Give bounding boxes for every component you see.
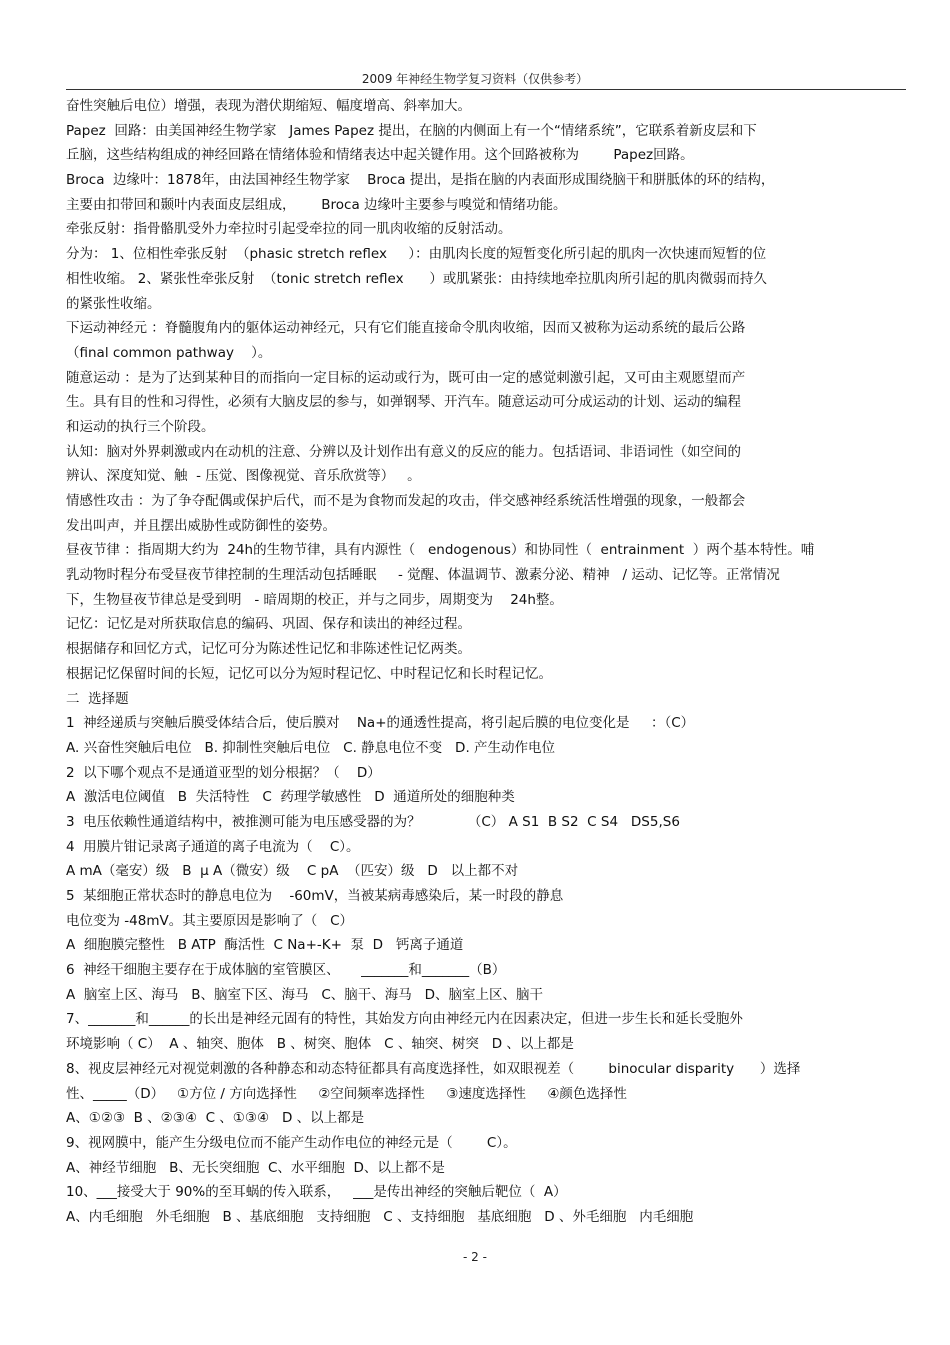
text-line: 10、___接受大于 90%的至耳蜗的传入联系， ___是传出神经的突触后靶位（ A） <box>66 1184 567 1201</box>
text-line: 二 选择题 <box>66 690 129 707</box>
text-line: A、内毛细胞 外毛细胞 B 、基底细胞 支持细胞 C 、支持细胞 基底细胞 D 、外毛细胞 内毛细胞 <box>66 1208 694 1225</box>
text-line: Papez 回路：由美国神经生物学家 James Papez 提出，在脑的内侧面上有一个“情绪系统”，它联系着新皮层和下 <box>66 122 757 139</box>
text-line: 随意运动 ：是为了达到某种目的而指向一定目标的运动或行为，既可由一定的感觉刺激引起，又可由主观愿望而产 <box>66 369 746 386</box>
text-line: 奋性突触后电位）增强，表现为潜伏期缩短、幅度增高、斜率加大。 <box>66 98 471 114</box>
text-line: 主要由扣带回和颞叶内表面皮层组成， Broca 边缘叶主要参与嗅觉和情绪功能。 <box>66 196 567 213</box>
text-line: 昼夜节律 ：指周期大约为 24h的生物节律，具有内源性（ endogenous）和协同性（ entrainment ）两个基本特性。哺 <box>66 542 815 559</box>
text-line: 1 神经递质与突触后膜受体结合后，使后膜对 Na+的通透性提高，将引起后膜的电位变化是 ：（C） <box>66 715 695 732</box>
text-line: A 脑室上区、海马 B、脑室下区、海马 C、脑干、海马 D、脑室上区、脑干 <box>66 986 544 1003</box>
text-line: A、①②③ B 、②③④ C 、①③④ D 、以上都是 <box>66 1110 365 1127</box>
header-rule <box>66 89 906 90</box>
page-header: 2009 年神经生物学复习资料（仅供参考） <box>361 72 589 86</box>
text-line: A. 兴奋性突触后电位 B. 抑制性突触后电位 C. 静息电位不变 D. 产生动作电位 <box>66 739 556 756</box>
text-line: 和运动的执行三个阶段。 <box>66 418 215 435</box>
text-line: 相性收缩。 2、紧张性牵张反射 （tonic stretch reflex ）或肌紧张：由持续地牵拉肌肉所引起的肌肉微弱而持久 <box>66 270 767 287</box>
text-line: 下运动神经元 ：脊髓腹角内的躯体运动神经元，只有它们能直接命令肌肉收缩，因而又被称为运动系统的最后公路 <box>66 320 746 337</box>
text-line: 的紧张性收缩。 <box>66 295 161 312</box>
page-number: - 2 - <box>463 1250 487 1264</box>
text-line: 根据记忆保留时间的长短，记忆可以分为短时程记忆、中时程记忆和长时程记忆。 <box>66 665 552 682</box>
text-line: 性、_____（D） ①方位 / 方向选择性 ②空间频率选择性 ③速度选择性 ④颜色选择性 <box>66 1085 627 1102</box>
text-line: 7、_______和______的长出是神经元固有的特性，其始发方向由神经元内在因素决定，但进一步生长和延长受胞外 <box>66 1011 743 1028</box>
text-line: A 细胞膜完整性 B ATP 酶活性 C Na+-K+ 泵 D 钙离子通道 <box>66 937 464 954</box>
text-line: 6 神经干细胞主要存在于成体脑的室管膜区、 _______和_______（B） <box>66 962 506 979</box>
text-line: 丘脑，这些结构组成的神经回路在情绪体验和情绪表达中起关键作用。这个回路被称为 Papez回路。 <box>66 147 694 164</box>
text-line: 根据储存和回忆方式，记忆可分为陈述性记忆和非陈述性记忆两类。 <box>66 641 471 658</box>
document-body <box>66 94 911 1230</box>
text-line: A mA（毫安）级 B μ A（微安）级 C pA （匹安）级 D 以上都不对 <box>66 863 519 880</box>
text-line: A 激活电位阈值 B 失活特性 C 药理学敏感性 D 通道所处的细胞种类 <box>66 789 515 806</box>
text-line: 9、视网膜中，能产生分级电位而不能产生动作电位的神经元是（ C）。 <box>66 1134 517 1151</box>
text-line: 环境影响（ C） A 、轴突、胞体 B 、树突、胞体 C 、轴突、树突 D 、以上都是 <box>66 1036 574 1053</box>
text-line: 4 用膜片钳记录离子通道的离子电流为（ C）。 <box>66 838 360 855</box>
text-line: 2 以下哪个观点不是通道亚型的划分根据？（ D） <box>66 764 381 781</box>
text-line: 5 某细胞正常状态时的静息电位为 -60mV，当被某病毒感染后，某一时段的静息 <box>66 888 564 904</box>
text-line: 3 电压依赖性通道结构中，被推测可能为电压感受器的为？ （C） A S1 B S2 C S4 DS5,S6 <box>66 813 680 830</box>
text-line: 生。具有目的性和习得性，必须有大脑皮层的参与，如弹钢琴、开汽车。随意运动可分成运动的计划、运动的编程 <box>66 394 741 411</box>
text-line: 辨认、深度知觉、触 - 压觉、图像视觉、音乐欣赏等） 。 <box>66 468 421 485</box>
text-line: （final common pathway ）。 <box>66 344 272 361</box>
text-line: 分为： 1、位相性牵张反射 （phasic stretch reflex ）：由肌肉长度的短暂变化所引起的肌肉一次快速而短暂的位 <box>66 246 767 263</box>
text-line: A、神经节细胞 B、无长突细胞 C、水平细胞 D、以上都不是 <box>66 1159 445 1176</box>
text-line: 乳动物时程分布受昼夜节律控制的生理活动包括睡眠 - 觉醒、体温调节、激素分泌、精神 / 运动、记忆等。正常情况 <box>66 567 780 584</box>
text-line: 牵张反射：指骨骼肌受外力牵拉时引起受牵拉的同一肌肉收缩的反射活动。 <box>66 221 512 238</box>
text-line: 情感性攻击 ：为了争夺配偶或保护后代，而不是为食物而发起的攻击，伴交感神经系统活性增强的现象，一般都会 <box>66 493 746 509</box>
text-line: 记忆：记忆是对所获取信息的编码、巩固、保存和读出的神经过程。 <box>66 616 471 633</box>
text-line: 8、视皮层神经元对视觉刺激的各种静态和动态特征都具有高度选择性，如双眼视差（ binocular disparity ）选择 <box>66 1060 801 1077</box>
text-line: 认知：脑对外界刺激或内在动机的注意、分辨以及计划作出有意义的反应的能力。包括语词、非语词性（如空间的 <box>66 443 741 460</box>
text-line: Broca 边缘叶：1878年，由法国神经生物学家 Broca 提出，是指在脑的内表面形成围绕脑干和胼胝体的环的结构， <box>66 172 775 189</box>
text-line: 电位变为 -48mV。其主要原因是影响了（ C） <box>66 912 354 929</box>
text-line: 下，生物昼夜节律总是受到明 - 暗周期的校正，并与之同步，周期变为 24h整。 <box>66 591 563 608</box>
text-line: 发出叫声，并且摆出威胁性或防御性的姿势。 <box>66 517 336 534</box>
